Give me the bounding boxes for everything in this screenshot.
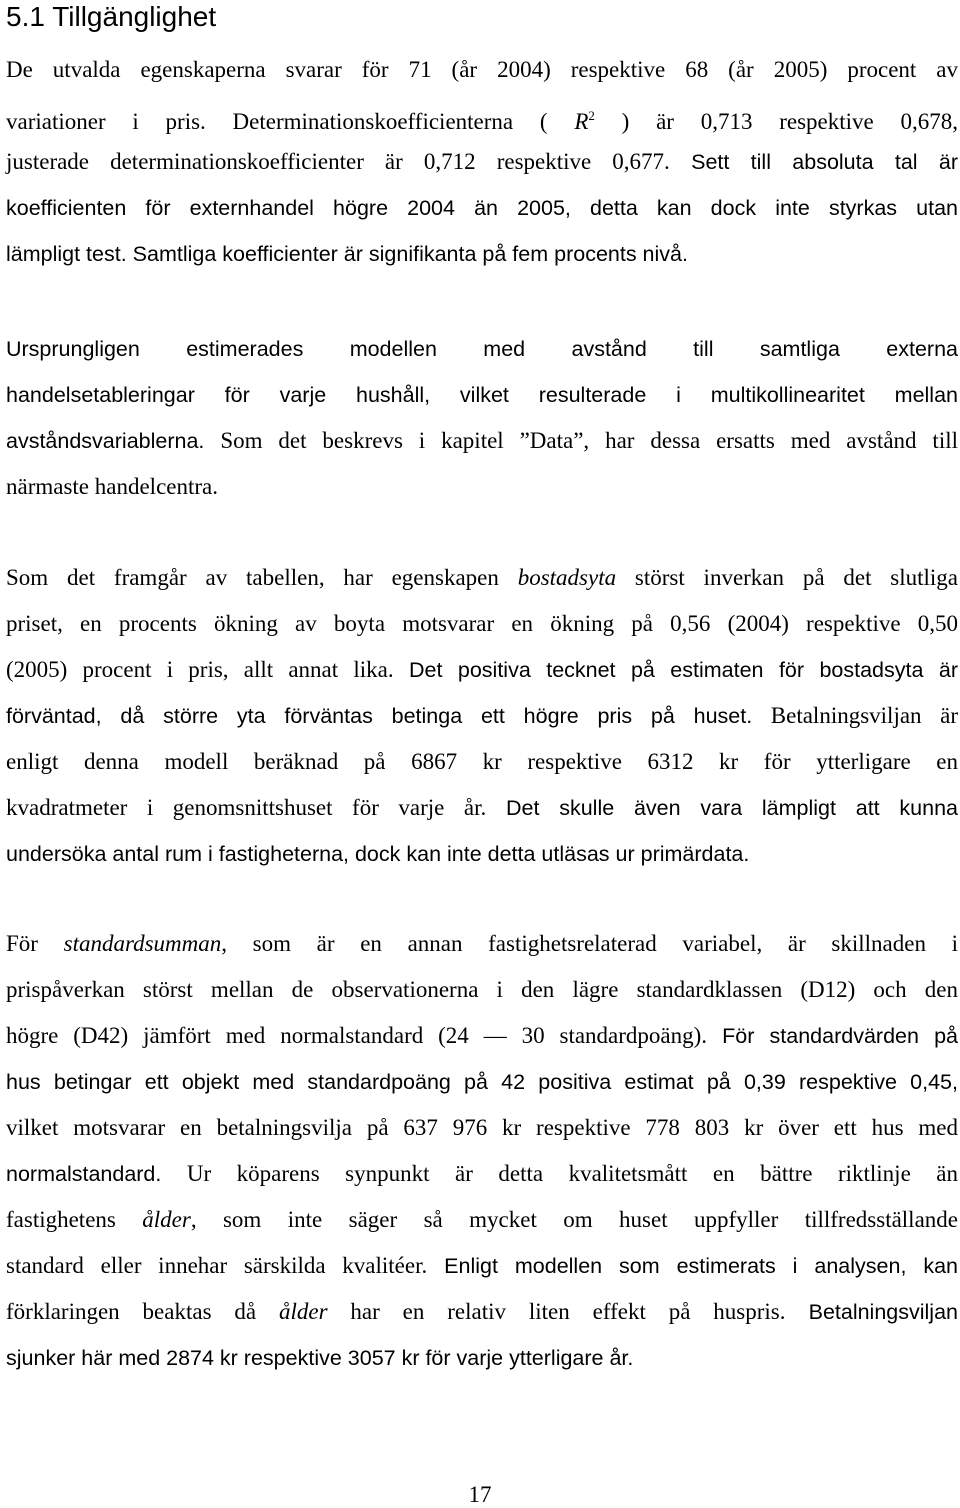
paragraph-1	[6, 47, 958, 277]
text-line	[6, 93, 958, 139]
text-run: vilket motsvarar en betalningsvilja på 637 976 kr respektive 778 803 kr över ett hus med	[6, 1115, 958, 1140]
text-line	[6, 785, 958, 831]
text-run: enligt denna modell beräknad på 6867 kr respektive 6312 kr för ytterligare en	[6, 749, 958, 774]
text-run: förklaringen beaktas då	[6, 1299, 279, 1324]
text-run: Ur köparens synpunkt är detta kvalitetsmått en bättre riktlinje än	[161, 1161, 958, 1186]
text-line	[6, 647, 958, 693]
text-run: Enligt modellen som estimerats i analysen, kan	[427, 1254, 959, 1278]
text-line	[6, 464, 958, 510]
text-line	[6, 921, 958, 967]
text-run: justerade determinationskoefficienter är 0,712 respektive 0,677.	[6, 149, 670, 174]
text-line	[6, 739, 958, 785]
text-run: Betalningsviljan	[785, 1300, 958, 1324]
text-run: ) är 0,713 respektive 0,678,	[621, 109, 958, 134]
text-line	[6, 1289, 958, 1335]
text-run: Ursprungligen estimerades modellen med avstånd till samtliga externa	[6, 337, 958, 361]
text-line	[6, 185, 958, 231]
text-run: (2005) procent i pris, allt annat lika.	[6, 657, 394, 682]
text-line	[6, 1151, 958, 1197]
text-line	[6, 1105, 958, 1151]
text-run: För standardvärden på	[707, 1024, 958, 1048]
text-run: , som är en annan fastighetsrelaterad variabel, är skillnaden i	[221, 931, 959, 956]
emphasis: ålder	[142, 1207, 191, 1232]
text-run: högre (D42) jämfört med normalstandard (24 — 30 standardpoäng).	[6, 1023, 708, 1048]
text-line	[6, 1243, 958, 1289]
text-run: förväntad, då större yta förväntas betinga ett högre pris på huset.	[6, 704, 753, 728]
text-run: Som det beskrevs i kapitel ”Data”, har dessa ersatts med avstånd till	[204, 428, 958, 453]
text-run: priset, en procents ökning av boyta motsvarar en ökning på 0,56 (2004) respektive 0,50	[6, 611, 958, 636]
text-run: har en relativ liten effekt på huspris.	[327, 1299, 786, 1324]
text-run: närmaste handelcentra.	[6, 474, 218, 499]
text-line	[6, 418, 958, 464]
text-line	[6, 1013, 958, 1059]
text-line	[6, 555, 958, 601]
text-line	[6, 1197, 958, 1243]
text-run: Betalningsviljan är	[752, 703, 958, 728]
text-line	[6, 601, 958, 647]
paragraph-2	[6, 326, 958, 510]
emphasis: ålder	[278, 1299, 328, 1324]
text-line	[6, 372, 958, 418]
text-run: Det skulle även vara lämpligt att kunna	[486, 796, 958, 820]
text-run: Sett till absoluta tal är	[669, 150, 958, 174]
r-squared-symbol: R	[574, 109, 589, 134]
emphasis: standardsumman	[63, 931, 222, 956]
text-run: normalstandard.	[6, 1162, 162, 1186]
text-run: undersöka antal rum i fastigheterna, dock kan inte detta utläsas ur primärdata.	[6, 842, 750, 866]
text-run: , som inte säger så mycket om huset uppfyller tillfredsställande	[190, 1207, 958, 1232]
paragraph-3	[6, 555, 958, 877]
text-line	[6, 139, 958, 185]
text-line	[6, 47, 958, 93]
text-run: De utvalda egenskaperna svarar för 71 (år 2004) respektive 68 (år 2005) procent av	[6, 57, 958, 82]
text-line	[6, 326, 958, 372]
emphasis: bostadsyta	[517, 565, 617, 590]
text-run: Som det framgår av tabellen, har egenskapen	[6, 565, 518, 590]
text-run: handelsetableringar för varje hushåll, vilket resulterade i multikollinearitet mellan	[6, 383, 958, 407]
text-run: variationer i pris. Determinationskoefficienterna (	[6, 109, 548, 134]
text-run: För	[6, 931, 64, 956]
text-run: prispåverkan störst mellan de observationerna i den lägre standardklassen (D12) och den	[6, 977, 958, 1002]
text-run: koefficienten för externhandel högre 2004 än 2005, detta kan dock inte styrkas utan	[6, 196, 958, 220]
text-line	[6, 831, 958, 877]
text-run: lämpligt test. Samtliga koefficienter är signifikanta på fem procents nivå.	[6, 242, 688, 266]
text-line	[6, 693, 958, 739]
text-run: fastighetens	[6, 1207, 143, 1232]
section-heading: 5.1 Tillgänglighet	[6, 1, 217, 32]
text-run: sjunker här med 2874 kr respektive 3057 kr för varje ytterligare år.	[6, 1346, 634, 1370]
text-run: hus betingar ett objekt med standardpoäng på 42 positiva estimat på 0,39 respektive 0,45,	[6, 1070, 958, 1094]
text-line	[6, 1059, 958, 1105]
text-line	[6, 231, 958, 277]
text-run: störst inverkan på det slutliga	[616, 565, 958, 590]
text-line	[6, 1335, 958, 1381]
r-squared-exponent: 2	[588, 108, 595, 123]
page-number: 17	[468, 1482, 492, 1507]
paragraph-4	[6, 921, 958, 1381]
text-line	[6, 967, 958, 1013]
text-run: avståndsvariablerna.	[6, 429, 205, 453]
text-run: Det positiva tecknet på estimaten för bostadsyta är	[393, 658, 958, 682]
text-run: kvadratmeter i genomsnittshuset för varje år.	[6, 795, 487, 820]
text-run: standard eller innehar särskilda kvalitéer.	[6, 1253, 428, 1278]
